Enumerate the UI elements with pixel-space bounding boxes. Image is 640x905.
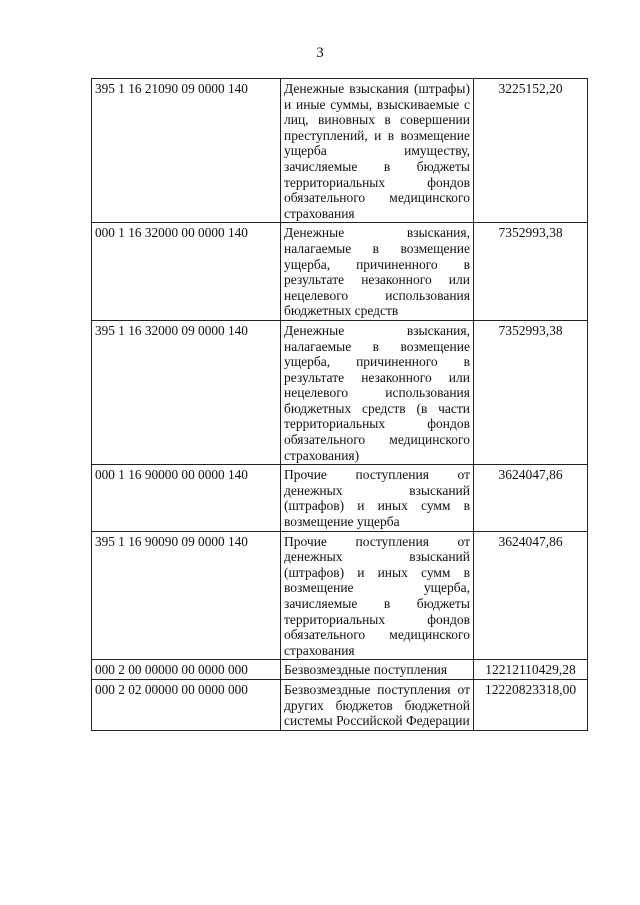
revenue-name-cell: Прочие поступления от денежных взысканий (штрафов) и иных сумм в возмещение ущерба, зачисляемые в бюджеты территориальных фондов обязательного медицинского страхования [281,531,474,660]
budget-code-cell: 000 2 02 00000 00 0000 000 [92,679,281,730]
revenue-name-cell: Прочие поступления от денежных взысканий (штрафов) и иных сумм в возмещение ущерба [281,465,474,531]
table-row [92,320,588,464]
budget-code-cell: 000 2 00 00000 00 0000 000 [92,660,281,680]
table-row [92,465,588,531]
revenue-name-cell: Безвозмездные поступления от других бюджетов бюджетной системы Российской Федерации [281,679,474,730]
budget-code-cell: 395 1 16 90090 09 0000 140 [92,531,281,660]
budget-code-cell: 395 1 16 21090 09 0000 140 [92,79,281,223]
revenue-name-cell: Безвозмездные поступления [281,660,474,680]
table-row [92,223,588,321]
amount-cell: 3624047,86 [474,465,588,531]
table-row [92,531,588,660]
amount-cell: 7352993,38 [474,320,588,464]
table-row [92,679,588,730]
amount-cell: 12220823318,00 [474,679,588,730]
revenue-name-cell: Денежные взыскания, налагаемые в возмещение ущерба, причиненного в результате незаконного или нецелевого использования бюджетных средств (в части территориальных фондов обязательного медицинского страхования) [281,320,474,464]
page-number: 3 [316,45,324,61]
revenue-name-cell: Денежные взыскания, налагаемые в возмещение ущерба, причиненного в результате незаконного или нецелевого использования бюджетных средств [281,223,474,321]
amount-cell: 3225152,20 [474,79,588,223]
table-row [92,79,588,223]
budget-revenue-table [91,78,588,731]
amount-cell: 12212110429,28 [474,660,588,680]
budget-code-cell: 000 1 16 32000 00 0000 140 [92,223,281,321]
table-row [92,660,588,680]
amount-cell: 3624047,86 [474,531,588,660]
budget-code-cell: 395 1 16 32000 09 0000 140 [92,320,281,464]
amount-cell: 7352993,38 [474,223,588,321]
budget-code-cell: 000 1 16 90000 00 0000 140 [92,465,281,531]
revenue-name-cell: Денежные взыскания (штрафы) и иные суммы, взыскиваемые с лиц, виновных в совершении преступлений, и в возмещение ущерба имуществу, зачисляемые в бюджеты территориальных фондов обязательного медицинского страхования [281,79,474,223]
